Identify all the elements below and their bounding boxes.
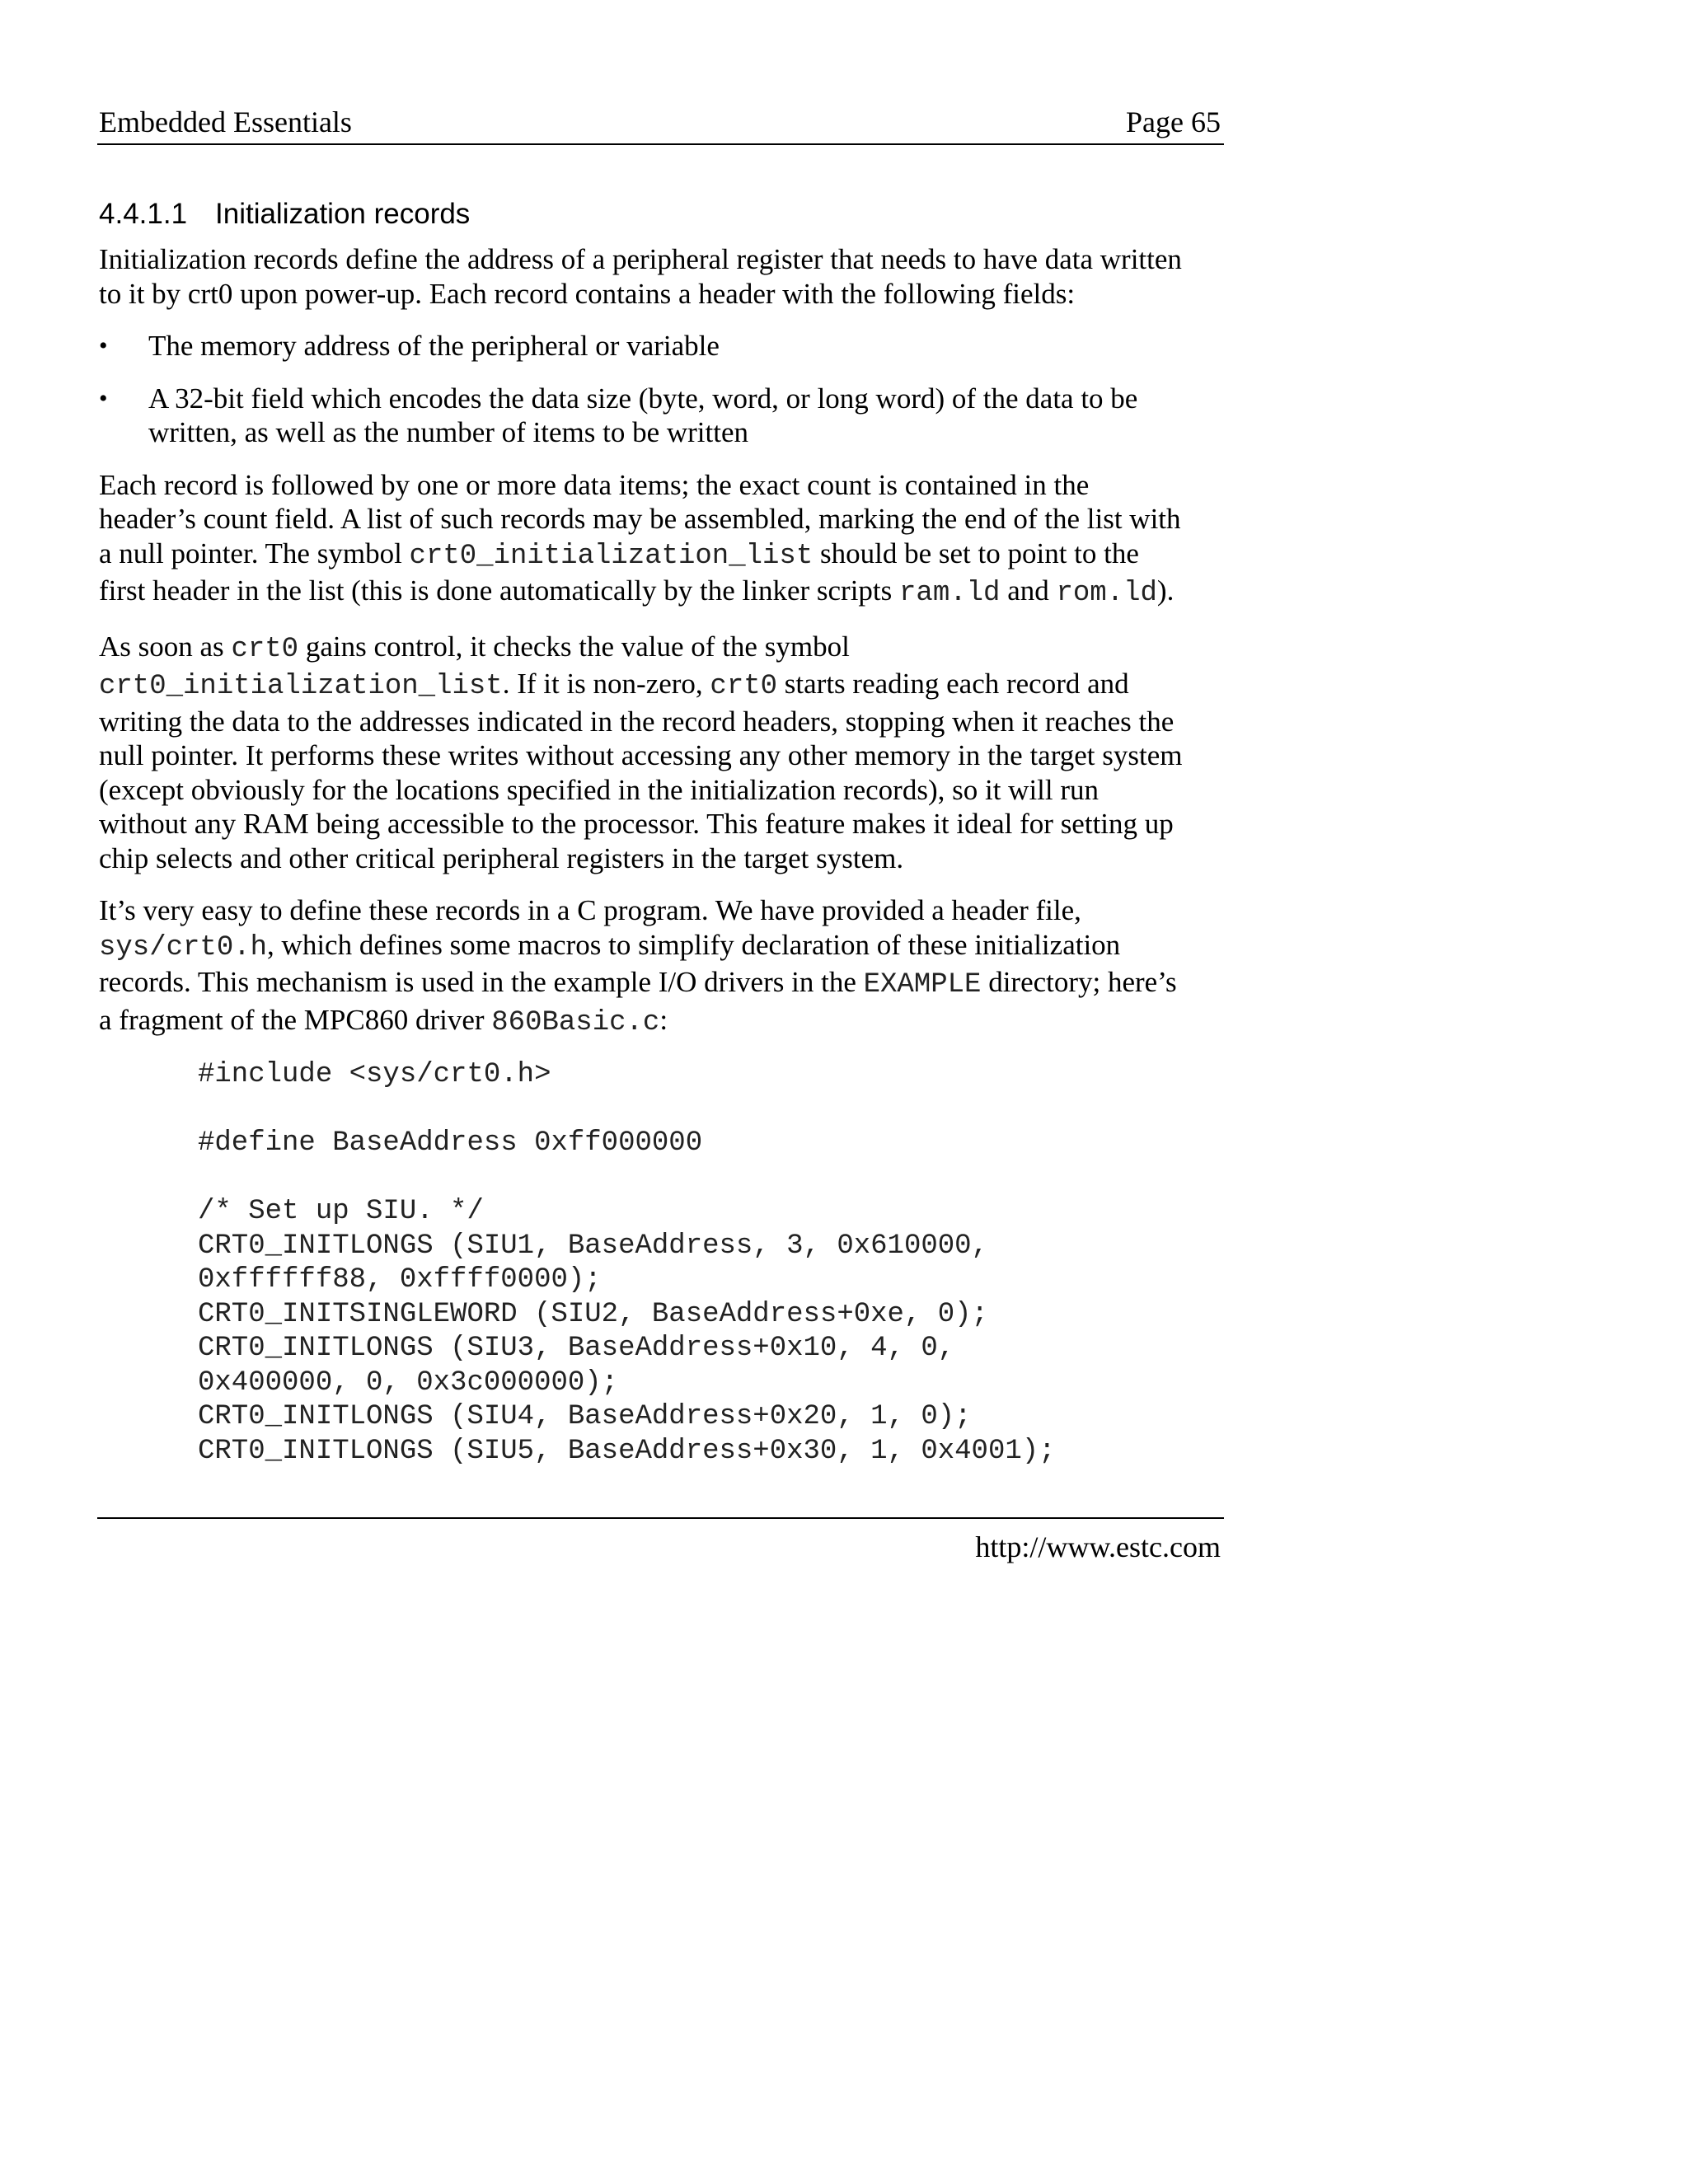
paragraph-crt0 bbox=[99, 630, 1228, 876]
text-run: ). bbox=[1156, 574, 1175, 607]
page-body bbox=[99, 196, 1228, 1469]
text-line: It’s very easy to define these records in a C program. We have provided a header file, bbox=[99, 894, 1081, 926]
text-run: first header in the list (this is done automatically by the linker scripts bbox=[99, 574, 900, 607]
section-heading bbox=[99, 196, 1228, 232]
inline-code: crt0_initialization_list bbox=[99, 671, 503, 702]
inline-code: rom.ld bbox=[1056, 578, 1157, 609]
text-run: should be set to point to the bbox=[813, 537, 1139, 569]
text-run: : bbox=[659, 1003, 668, 1036]
code-line: /* Set up SIU. */ bbox=[198, 1196, 484, 1227]
code-line bbox=[198, 1093, 1228, 1127]
code-line: CRT0_INITLONGS (SIU4, BaseAddress+0x20, 1, 0); bbox=[198, 1401, 972, 1432]
code-line: 0xffffff88, 0xffff0000); bbox=[198, 1264, 602, 1296]
text-line bbox=[99, 668, 1129, 700]
code-line: #define BaseAddress 0xff000000 bbox=[198, 1127, 703, 1159]
text-run: a null pointer. The symbol bbox=[99, 537, 410, 569]
list-item-text: The memory address of the peripheral or variable bbox=[148, 330, 720, 362]
code-line: CRT0_INITLONGS (SIU1, BaseAddress, 3, 0x610000, bbox=[198, 1230, 988, 1262]
inline-code: crt0 bbox=[710, 671, 778, 702]
inline-code: ram.ld bbox=[899, 578, 1001, 609]
inline-code: 860Basic.c bbox=[491, 1006, 660, 1038]
inline-code: crt0 bbox=[231, 633, 299, 665]
document-title: Embedded Essentials bbox=[99, 105, 352, 138]
text-line: Initialization records define the address of a peripheral register that needs to have data written bbox=[99, 243, 1182, 275]
text-line bbox=[99, 630, 850, 663]
text-line bbox=[99, 537, 1139, 572]
text-line: null pointer. It performs these writes without accessing any other memory in the target system bbox=[99, 739, 1183, 771]
text-line: writing the data to the addresses indicated in the record headers, stopping when it reaches the bbox=[99, 705, 1175, 738]
text-line: chip selects and other critical peripheral registers in the target system. bbox=[99, 841, 904, 874]
page-header bbox=[97, 105, 1224, 145]
text-line bbox=[99, 966, 1177, 1001]
page-number: Page 65 bbox=[1126, 105, 1221, 138]
code-block bbox=[198, 1058, 1228, 1469]
text-run: directory; here’s bbox=[981, 966, 1177, 998]
list-item-text: A 32-bit field which encodes the data size (byte, word, or long word) of the data to be bbox=[148, 382, 1138, 415]
section-number: 4.4.1.1 bbox=[99, 198, 188, 230]
code-line: 0x400000, 0, 0x3c000000); bbox=[198, 1366, 619, 1399]
footer-url[interactable]: http://www.estc.com bbox=[975, 1530, 1221, 1563]
text-line bbox=[99, 574, 1174, 607]
text-run: starts reading each record and bbox=[777, 668, 1129, 700]
text-run: a fragment of the MPC860 driver bbox=[99, 1003, 492, 1036]
inline-code: crt0_initialization_list bbox=[409, 540, 814, 572]
text-run: , which defines some macros to simplify declaration of these initialization bbox=[267, 928, 1121, 961]
inline-code: EXAMPLE bbox=[863, 969, 982, 1001]
code-line: CRT0_INITSINGLEWORD (SIU2, BaseAddress+0xe, 0); bbox=[198, 1298, 988, 1330]
paragraph-intro bbox=[99, 242, 1228, 311]
text-line: without any RAM being accessible to the processor. This feature makes it ideal for setting up bbox=[99, 808, 1174, 840]
text-line: to it by crt0 upon power-up. Each record contains a header with the following fields: bbox=[99, 277, 1076, 310]
text-line: Each record is followed by one or more data items; the exact count is contained in the bbox=[99, 468, 1090, 501]
list-item bbox=[99, 329, 1228, 363]
list-item-text: written, as well as the number of items to be written bbox=[148, 416, 749, 448]
code-line: CRT0_INITLONGS (SIU5, BaseAddress+0x30, 1, 0x4001); bbox=[198, 1435, 1056, 1467]
list-item bbox=[99, 382, 1228, 450]
inline-code: sys/crt0.h bbox=[99, 931, 268, 963]
text-run: . If it is non-zero, bbox=[502, 668, 710, 700]
code-line: CRT0_INITLONGS (SIU3, BaseAddress+0x10, 4, 0, bbox=[198, 1333, 955, 1364]
text-line: header’s count field. A list of such records may be assembled, marking the end of the list with bbox=[99, 503, 1181, 535]
text-run: and bbox=[1000, 574, 1057, 607]
paragraph-records bbox=[99, 468, 1228, 612]
bullet-icon: • bbox=[99, 384, 108, 412]
field-list bbox=[99, 329, 1228, 450]
paragraph-example bbox=[99, 893, 1228, 1040]
text-run: records. This mechanism is used in the example I/O drivers in the bbox=[99, 966, 864, 998]
text-line: (except obviously for the locations specified in the initialization records), so it will run bbox=[99, 773, 1100, 806]
section-title: Initialization records bbox=[215, 198, 471, 230]
text-run: As soon as bbox=[99, 630, 232, 663]
code-line bbox=[198, 1161, 1228, 1196]
page-footer bbox=[97, 1517, 1224, 1563]
bullet-icon: • bbox=[99, 332, 108, 359]
text-line bbox=[99, 1004, 668, 1036]
code-line: #include <sys/crt0.h> bbox=[198, 1059, 551, 1090]
text-run: gains control, it checks the value of the symbol bbox=[298, 630, 850, 663]
text-line bbox=[99, 929, 1120, 961]
